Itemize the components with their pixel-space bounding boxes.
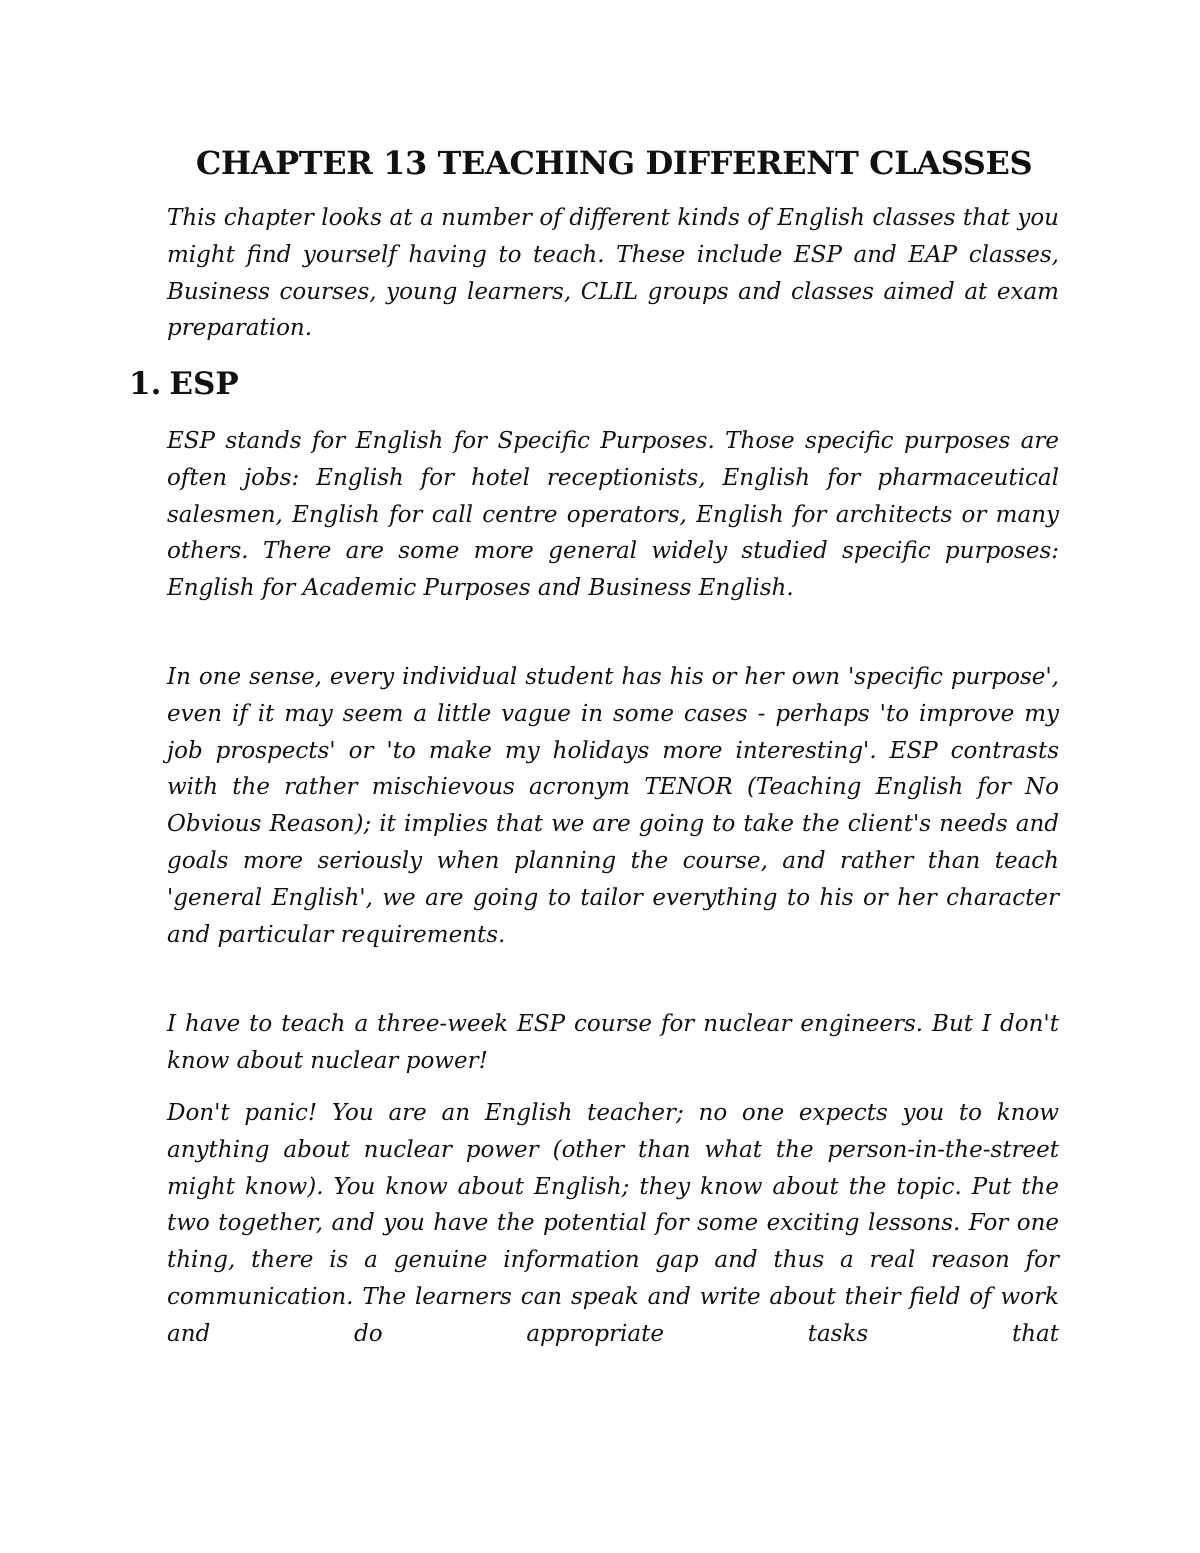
esp-paragraph-question: I have to teach a three-week ESP course for nuclear engineers. But I don't know about nuclear power! xyxy=(167,1011,1059,1074)
section-title: ESP xyxy=(169,366,239,402)
section-number: 1. xyxy=(129,366,162,402)
chapter-intro: This chapter looks at a number of different kinds of English classes that you might find yourself having to teach. These include ESP and EAP classes, Business courses, young learners, CLIL groups and classes aimed at exam preparation. xyxy=(167,205,1059,342)
esp-paragraph-definition: ESP stands for English for Specific Purposes. Those specific purposes are often jobs: English for hotel receptionists, English for pharmaceutical salesmen, English for call centre operators, English for architects or many others. There are some more general widely studied specific purposes: English for Academic Purposes and Business English. xyxy=(167,428,1059,602)
esp-paragraph-specific-purpose: In one sense, every individual student has his or her own 'specific purpose', even if it may seem a little vague in some cases - perhaps 'to improve my job prospects' or 'to make my holidays more interesting'. ESP contrasts with the rather mischievous acronym TENOR (Teaching English for No Obvious Reason); it implies that we are going to take the client's needs and goals more seriously when planning the course, and rather than teach 'general English', we are going to tailor everything to his or her character and particular requirements. xyxy=(167,664,1059,948)
esp-paragraph-answer: Don't panic! You are an English teacher; no one expects you to know anything about nuclear power (other than what the person-in-the-street might know). You know about English; they know about the topic. Put the two together, and you have the potential for some exciting lessons. For one thing, there is a genuine information gap and thus a real reason for communication. The learners can speak and write about their field of work and do appropriate tasks that xyxy=(167,1100,1059,1347)
chapter-title: CHAPTER 13 TEACHING DIFFERENT CLASSES xyxy=(195,144,1033,182)
section-heading-esp xyxy=(129,362,239,406)
